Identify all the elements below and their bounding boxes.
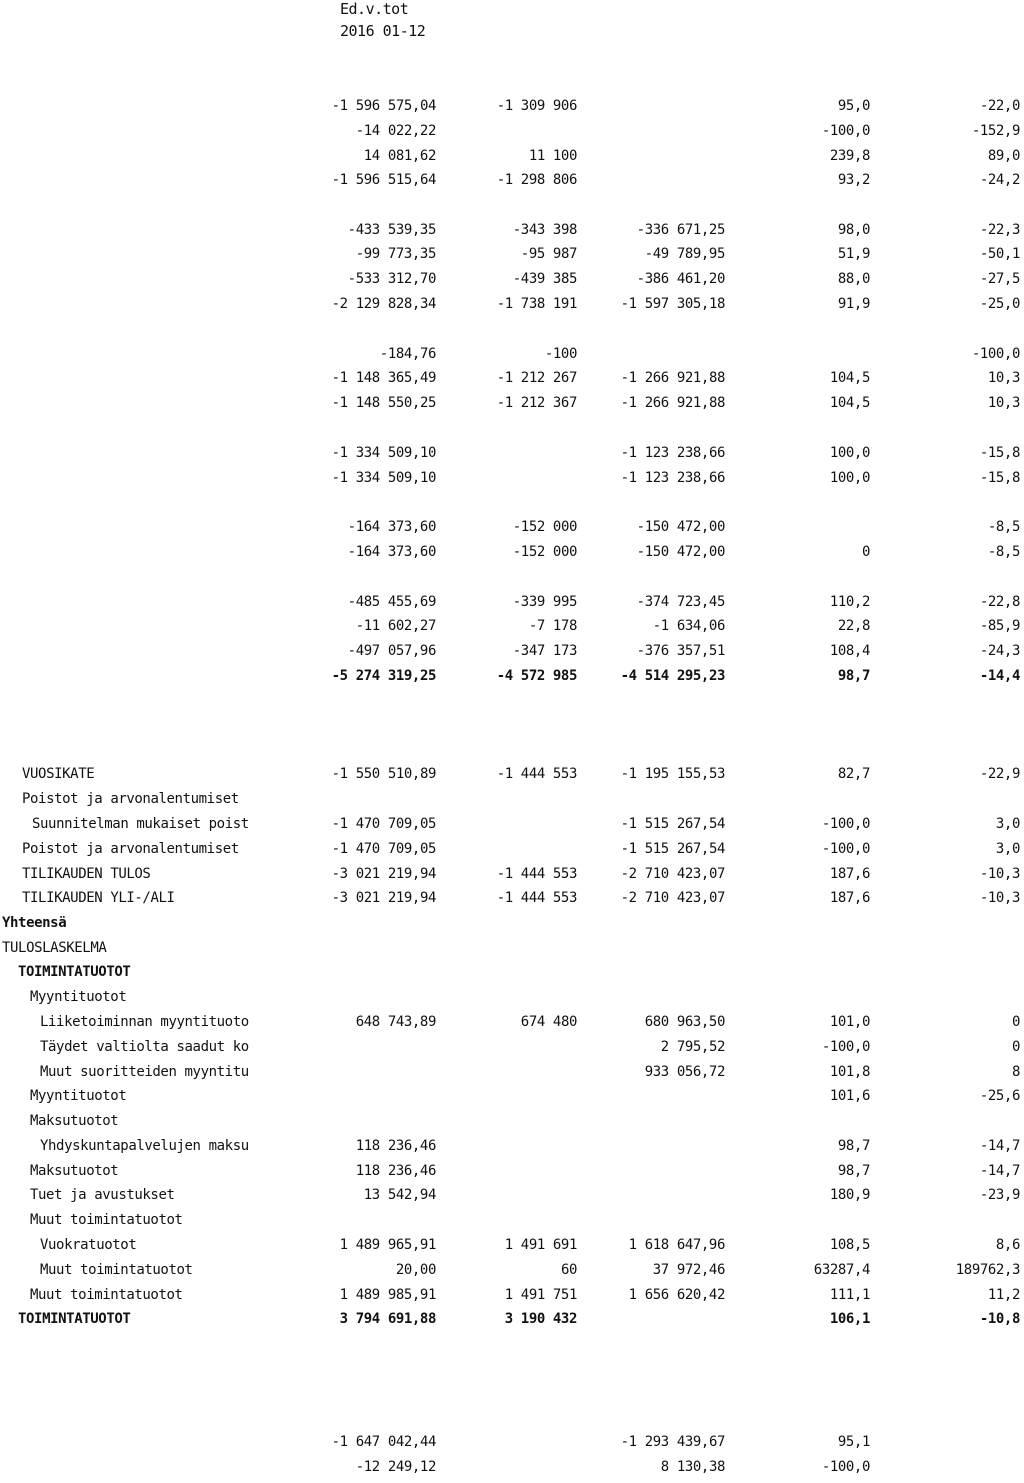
table-row xyxy=(0,866,1024,890)
table-row xyxy=(0,395,1024,419)
row-label: Muut toimintatuotot xyxy=(30,1287,183,1303)
col-actual-prev-cell: -1 596 575,04 xyxy=(331,98,436,114)
row-label: TULOSLASKELMA xyxy=(2,940,107,956)
col-actual-cell: 2 795,52 xyxy=(660,1039,725,1055)
col-change-cell: -100,0 xyxy=(971,346,1020,362)
col-change-cell: -152,9 xyxy=(971,123,1020,139)
row-label: Poistot ja arvonalentumiset xyxy=(22,841,239,857)
col-actual-prev-cell: 13 542,94 xyxy=(363,1187,436,1203)
col-actual-prev-cell: 20,00 xyxy=(395,1262,436,1278)
row-label: Muut toimintatuotot xyxy=(40,1262,193,1278)
col-actual-cell: 37 972,46 xyxy=(652,1262,725,1278)
col-change-cell: -24,2 xyxy=(979,172,1020,188)
col-actual-cell: 680 963,50 xyxy=(644,1014,725,1030)
col-actual-cell: -336 671,25 xyxy=(636,222,725,238)
col-budget-cell: -347 173 xyxy=(512,643,577,659)
row-label: Myyntituotot xyxy=(30,1088,127,1104)
col-pct-budget-cell: 104,5 xyxy=(829,370,870,386)
col-actual-prev-cell: -184,76 xyxy=(379,346,436,362)
col-budget-cell: -439 385 xyxy=(512,271,577,287)
col-budget-cell: -1 444 553 xyxy=(496,866,577,882)
col-change-cell: -85,9 xyxy=(979,618,1020,634)
table-row xyxy=(0,841,1024,865)
table-row xyxy=(0,445,1024,469)
col-pct-budget-cell: 82,7 xyxy=(837,766,870,782)
table-row xyxy=(0,766,1024,790)
col-change-cell: 0 xyxy=(1011,1039,1020,1055)
col-budget-cell: -100 xyxy=(544,346,577,362)
col-change-cell: 8 xyxy=(1011,1064,1020,1080)
col-pct-budget-cell: 108,4 xyxy=(829,643,870,659)
col-change-cell: -25,0 xyxy=(979,296,1020,312)
col-actual-prev-cell: -1 148 550,25 xyxy=(331,395,436,411)
col-change-cell: -8,5 xyxy=(987,544,1020,560)
col-actual-cell: -376 357,51 xyxy=(636,643,725,659)
col-change-cell: -10,8 xyxy=(979,1311,1020,1327)
col-actual-cell: -1 266 921,88 xyxy=(620,370,725,386)
col-change-cell: -10,3 xyxy=(979,866,1020,882)
col-change-cell: -22,8 xyxy=(979,594,1020,610)
col-pct-budget-cell: 101,0 xyxy=(829,1014,870,1030)
column-header-period: 2016 01-12 xyxy=(340,22,426,40)
col-budget-cell: -95 987 xyxy=(520,246,577,262)
col-change-cell: -10,3 xyxy=(979,890,1020,906)
table-row xyxy=(0,346,1024,370)
row-label: Yhteensä xyxy=(2,915,67,931)
col-change-cell: -23,9 xyxy=(979,1187,1020,1203)
col-actual-prev-cell: -5 274 319,25 xyxy=(331,668,436,684)
row-label: Täydet valtiolta saadut ko xyxy=(40,1039,249,1055)
col-actual-prev-cell: -1 334 509,10 xyxy=(331,445,436,461)
col-actual-prev-cell: 118 236,46 xyxy=(355,1138,436,1154)
row-label: Maksutuotot xyxy=(30,1163,119,1179)
table-row xyxy=(0,618,1024,642)
row-label: TILIKAUDEN TULOS xyxy=(22,866,151,882)
col-actual-cell: -1 195 155,53 xyxy=(620,766,725,782)
col-budget-cell: -4 572 985 xyxy=(496,668,577,684)
col-actual-cell: -150 472,00 xyxy=(636,519,725,535)
col-pct-budget-cell: 98,7 xyxy=(837,1138,870,1154)
col-change-cell: -22,9 xyxy=(979,766,1020,782)
row-label: Liiketoiminnan myyntituoto xyxy=(40,1014,249,1030)
col-actual-prev-cell: 3 794 691,88 xyxy=(339,1311,436,1327)
col-actual-cell: -1 515 267,54 xyxy=(620,816,725,832)
col-change-cell: 189762,3 xyxy=(955,1262,1020,1278)
row-label: Muut toimintatuotot xyxy=(30,1212,183,1228)
col-actual-prev-cell: -1 148 365,49 xyxy=(331,370,436,386)
col-actual-cell: -374 723,45 xyxy=(636,594,725,610)
table-row xyxy=(0,791,1024,815)
table-row xyxy=(0,1039,1024,1063)
col-actual-cell: -1 293 439,67 xyxy=(620,1434,725,1450)
col-actual-prev-cell: -164 373,60 xyxy=(347,544,436,560)
col-budget-cell: -1 738 191 xyxy=(496,296,577,312)
table-row xyxy=(0,1014,1024,1038)
table-row xyxy=(0,1262,1024,1286)
col-change-cell: -14,7 xyxy=(979,1138,1020,1154)
col-change-cell: -8,5 xyxy=(987,519,1020,535)
col-change-cell: -25,6 xyxy=(979,1088,1020,1104)
table-row xyxy=(0,1064,1024,1088)
col-change-cell: -27,5 xyxy=(979,271,1020,287)
col-change-cell: 89,0 xyxy=(987,148,1020,164)
row-label: Yhdyskuntapalvelujen maksu xyxy=(40,1138,249,1154)
table-row xyxy=(0,1113,1024,1137)
table-row xyxy=(0,890,1024,914)
col-change-cell: -22,3 xyxy=(979,222,1020,238)
row-label: Suunnitelman mukaiset poist xyxy=(32,816,249,832)
row-label: Poistot ja arvonalentumiset xyxy=(22,791,239,807)
col-actual-prev-cell: 14 081,62 xyxy=(363,148,436,164)
col-pct-budget-cell: 91,9 xyxy=(837,296,870,312)
table-row xyxy=(0,246,1024,270)
col-budget-cell: -1 309 906 xyxy=(496,98,577,114)
table-row xyxy=(0,668,1024,692)
col-pct-budget-cell: 51,9 xyxy=(837,246,870,262)
col-pct-budget-cell: 95,0 xyxy=(837,98,870,114)
col-actual-prev-cell: -1 550 510,89 xyxy=(331,766,436,782)
table-row xyxy=(0,1459,1024,1483)
col-actual-prev-cell: -3 021 219,94 xyxy=(331,866,436,882)
col-actual-cell: -1 266 921,88 xyxy=(620,395,725,411)
col-pct-budget-cell: 239,8 xyxy=(829,148,870,164)
col-pct-budget-cell: 88,0 xyxy=(837,271,870,287)
col-pct-budget-cell: 0 xyxy=(861,544,870,560)
table-row xyxy=(0,1163,1024,1187)
table-row xyxy=(0,370,1024,394)
col-budget-cell: -343 398 xyxy=(512,222,577,238)
row-label: TOIMINTATUOTOT xyxy=(18,964,131,980)
col-pct-budget-cell: 106,1 xyxy=(829,1311,870,1327)
col-actual-prev-cell: 648 743,89 xyxy=(355,1014,436,1030)
col-actual-prev-cell: -14 022,22 xyxy=(355,123,436,139)
col-pct-budget-cell: 93,2 xyxy=(837,172,870,188)
col-budget-cell: -1 212 267 xyxy=(496,370,577,386)
table-row xyxy=(0,1237,1024,1261)
col-change-cell: 11,2 xyxy=(987,1287,1020,1303)
row-label: Myyntituotot xyxy=(30,989,127,1005)
col-pct-budget-cell: 98,7 xyxy=(837,1163,870,1179)
col-actual-prev-cell: -497 057,96 xyxy=(347,643,436,659)
table-row xyxy=(0,816,1024,840)
table-row xyxy=(0,940,1024,964)
table-row xyxy=(0,271,1024,295)
row-label: TILIKAUDEN YLI-/ALI xyxy=(22,890,175,906)
col-actual-prev-cell: -1 334 509,10 xyxy=(331,470,436,486)
col-pct-budget-cell: 108,5 xyxy=(829,1237,870,1253)
column-header-title: Ed.v.tot xyxy=(340,0,409,18)
col-budget-cell: -1 298 806 xyxy=(496,172,577,188)
col-actual-prev-cell: -1 596 515,64 xyxy=(331,172,436,188)
table-row xyxy=(0,964,1024,988)
table-row xyxy=(0,519,1024,543)
row-label: Tuet ja avustukset xyxy=(30,1187,175,1203)
table-row xyxy=(0,1138,1024,1162)
col-pct-budget-cell: 110,2 xyxy=(829,594,870,610)
row-label: Muut suoritteiden myyntitu xyxy=(40,1064,249,1080)
col-actual-cell: -1 515 267,54 xyxy=(620,841,725,857)
col-pct-budget-cell: 98,0 xyxy=(837,222,870,238)
col-budget-cell: -339 995 xyxy=(512,594,577,610)
col-actual-cell: -1 123 238,66 xyxy=(620,445,725,461)
col-pct-budget-cell: -100,0 xyxy=(821,1039,870,1055)
col-change-cell: -14,7 xyxy=(979,1163,1020,1179)
col-pct-budget-cell: 95,1 xyxy=(837,1434,870,1450)
col-change-cell: 8,6 xyxy=(995,1237,1020,1253)
col-pct-budget-cell: 63287,4 xyxy=(813,1262,870,1278)
col-budget-cell: 674 480 xyxy=(520,1014,577,1030)
col-pct-budget-cell: 180,9 xyxy=(829,1187,870,1203)
col-actual-cell: 1 618 647,96 xyxy=(628,1237,725,1253)
table-row xyxy=(0,544,1024,568)
col-actual-prev-cell: -1 470 709,05 xyxy=(331,816,436,832)
col-actual-prev-cell: 118 236,46 xyxy=(355,1163,436,1179)
col-budget-cell: -1 212 367 xyxy=(496,395,577,411)
table-row xyxy=(0,915,1024,939)
col-pct-budget-cell: -100,0 xyxy=(821,841,870,857)
table-row xyxy=(0,1187,1024,1211)
col-pct-budget-cell: 187,6 xyxy=(829,890,870,906)
col-actual-cell: -1 597 305,18 xyxy=(620,296,725,312)
col-actual-cell: -4 514 295,23 xyxy=(620,668,725,684)
col-actual-cell: -49 789,95 xyxy=(644,246,725,262)
col-pct-budget-cell: 100,0 xyxy=(829,445,870,461)
col-pct-budget-cell: -100,0 xyxy=(821,1459,870,1475)
table-row xyxy=(0,989,1024,1013)
col-budget-cell: -152 000 xyxy=(512,544,577,560)
col-change-cell: -15,8 xyxy=(979,445,1020,461)
col-budget-cell: 60 xyxy=(560,1262,577,1278)
col-actual-prev-cell: -485 455,69 xyxy=(347,594,436,610)
row-label: TOIMINTATUOTOT xyxy=(18,1311,131,1327)
col-actual-cell: -1 123 238,66 xyxy=(620,470,725,486)
col-budget-cell: 11 100 xyxy=(528,148,577,164)
col-pct-budget-cell: 104,5 xyxy=(829,395,870,411)
col-pct-budget-cell: 187,6 xyxy=(829,866,870,882)
col-change-cell: -22,0 xyxy=(979,98,1020,114)
col-pct-budget-cell: 22,8 xyxy=(837,618,870,634)
col-pct-budget-cell: 101,6 xyxy=(829,1088,870,1104)
table-row xyxy=(0,1311,1024,1335)
col-actual-prev-cell: -12 249,12 xyxy=(355,1459,436,1475)
col-actual-cell: -150 472,00 xyxy=(636,544,725,560)
row-label: Vuokratuotot xyxy=(40,1237,137,1253)
col-actual-cell: -2 710 423,07 xyxy=(620,866,725,882)
table-row xyxy=(0,1434,1024,1458)
table-row xyxy=(0,1287,1024,1311)
col-budget-cell: -1 444 553 xyxy=(496,766,577,782)
row-label: VUOSIKATE xyxy=(22,766,95,782)
col-actual-prev-cell: -533 312,70 xyxy=(347,271,436,287)
col-change-cell: -50,1 xyxy=(979,246,1020,262)
col-actual-prev-cell: -1 470 709,05 xyxy=(331,841,436,857)
col-actual-prev-cell: 1 489 985,91 xyxy=(339,1287,436,1303)
col-budget-cell: 1 491 691 xyxy=(504,1237,577,1253)
col-change-cell: 3,0 xyxy=(995,816,1020,832)
col-budget-cell: 3 190 432 xyxy=(504,1311,577,1327)
col-actual-prev-cell: -433 539,35 xyxy=(347,222,436,238)
col-actual-prev-cell: -1 647 042,44 xyxy=(331,1434,436,1450)
table-row xyxy=(0,98,1024,122)
col-budget-cell: -152 000 xyxy=(512,519,577,535)
col-pct-budget-cell: -100,0 xyxy=(821,123,870,139)
col-actual-cell: 933 056,72 xyxy=(644,1064,725,1080)
col-actual-prev-cell: -164 373,60 xyxy=(347,519,436,535)
col-pct-budget-cell: 100,0 xyxy=(829,470,870,486)
col-change-cell: -24,3 xyxy=(979,643,1020,659)
col-budget-cell: 1 491 751 xyxy=(504,1287,577,1303)
col-change-cell: 10,3 xyxy=(987,395,1020,411)
table-row xyxy=(0,123,1024,147)
col-change-cell: -15,8 xyxy=(979,470,1020,486)
row-label: Maksutuotot xyxy=(30,1113,119,1129)
table-row xyxy=(0,594,1024,618)
table-row xyxy=(0,172,1024,196)
col-actual-prev-cell: 1 489 965,91 xyxy=(339,1237,436,1253)
table-row xyxy=(0,222,1024,246)
col-pct-budget-cell: 111,1 xyxy=(829,1287,870,1303)
col-actual-prev-cell: -11 602,27 xyxy=(355,618,436,634)
col-actual-cell: 1 656 620,42 xyxy=(628,1287,725,1303)
table-row xyxy=(0,470,1024,494)
col-actual-prev-cell: -99 773,35 xyxy=(355,246,436,262)
col-actual-cell: -1 634,06 xyxy=(652,618,725,634)
col-change-cell: 0 xyxy=(1011,1014,1020,1030)
col-actual-cell: 8 130,38 xyxy=(660,1459,725,1475)
col-actual-prev-cell: -2 129 828,34 xyxy=(331,296,436,312)
col-change-cell: 10,3 xyxy=(987,370,1020,386)
col-change-cell: -14,4 xyxy=(979,668,1020,684)
col-actual-cell: -386 461,20 xyxy=(636,271,725,287)
col-change-cell: 3,0 xyxy=(995,841,1020,857)
col-pct-budget-cell: 98,7 xyxy=(837,668,870,684)
col-actual-cell: -2 710 423,07 xyxy=(620,890,725,906)
table-row xyxy=(0,643,1024,667)
col-pct-budget-cell: 101,8 xyxy=(829,1064,870,1080)
table-row xyxy=(0,1088,1024,1112)
table-row xyxy=(0,1212,1024,1236)
table-row xyxy=(0,296,1024,320)
col-actual-prev-cell: -3 021 219,94 xyxy=(331,890,436,906)
col-budget-cell: -1 444 553 xyxy=(496,890,577,906)
table-row xyxy=(0,148,1024,172)
col-budget-cell: -7 178 xyxy=(528,618,577,634)
col-pct-budget-cell: -100,0 xyxy=(821,816,870,832)
